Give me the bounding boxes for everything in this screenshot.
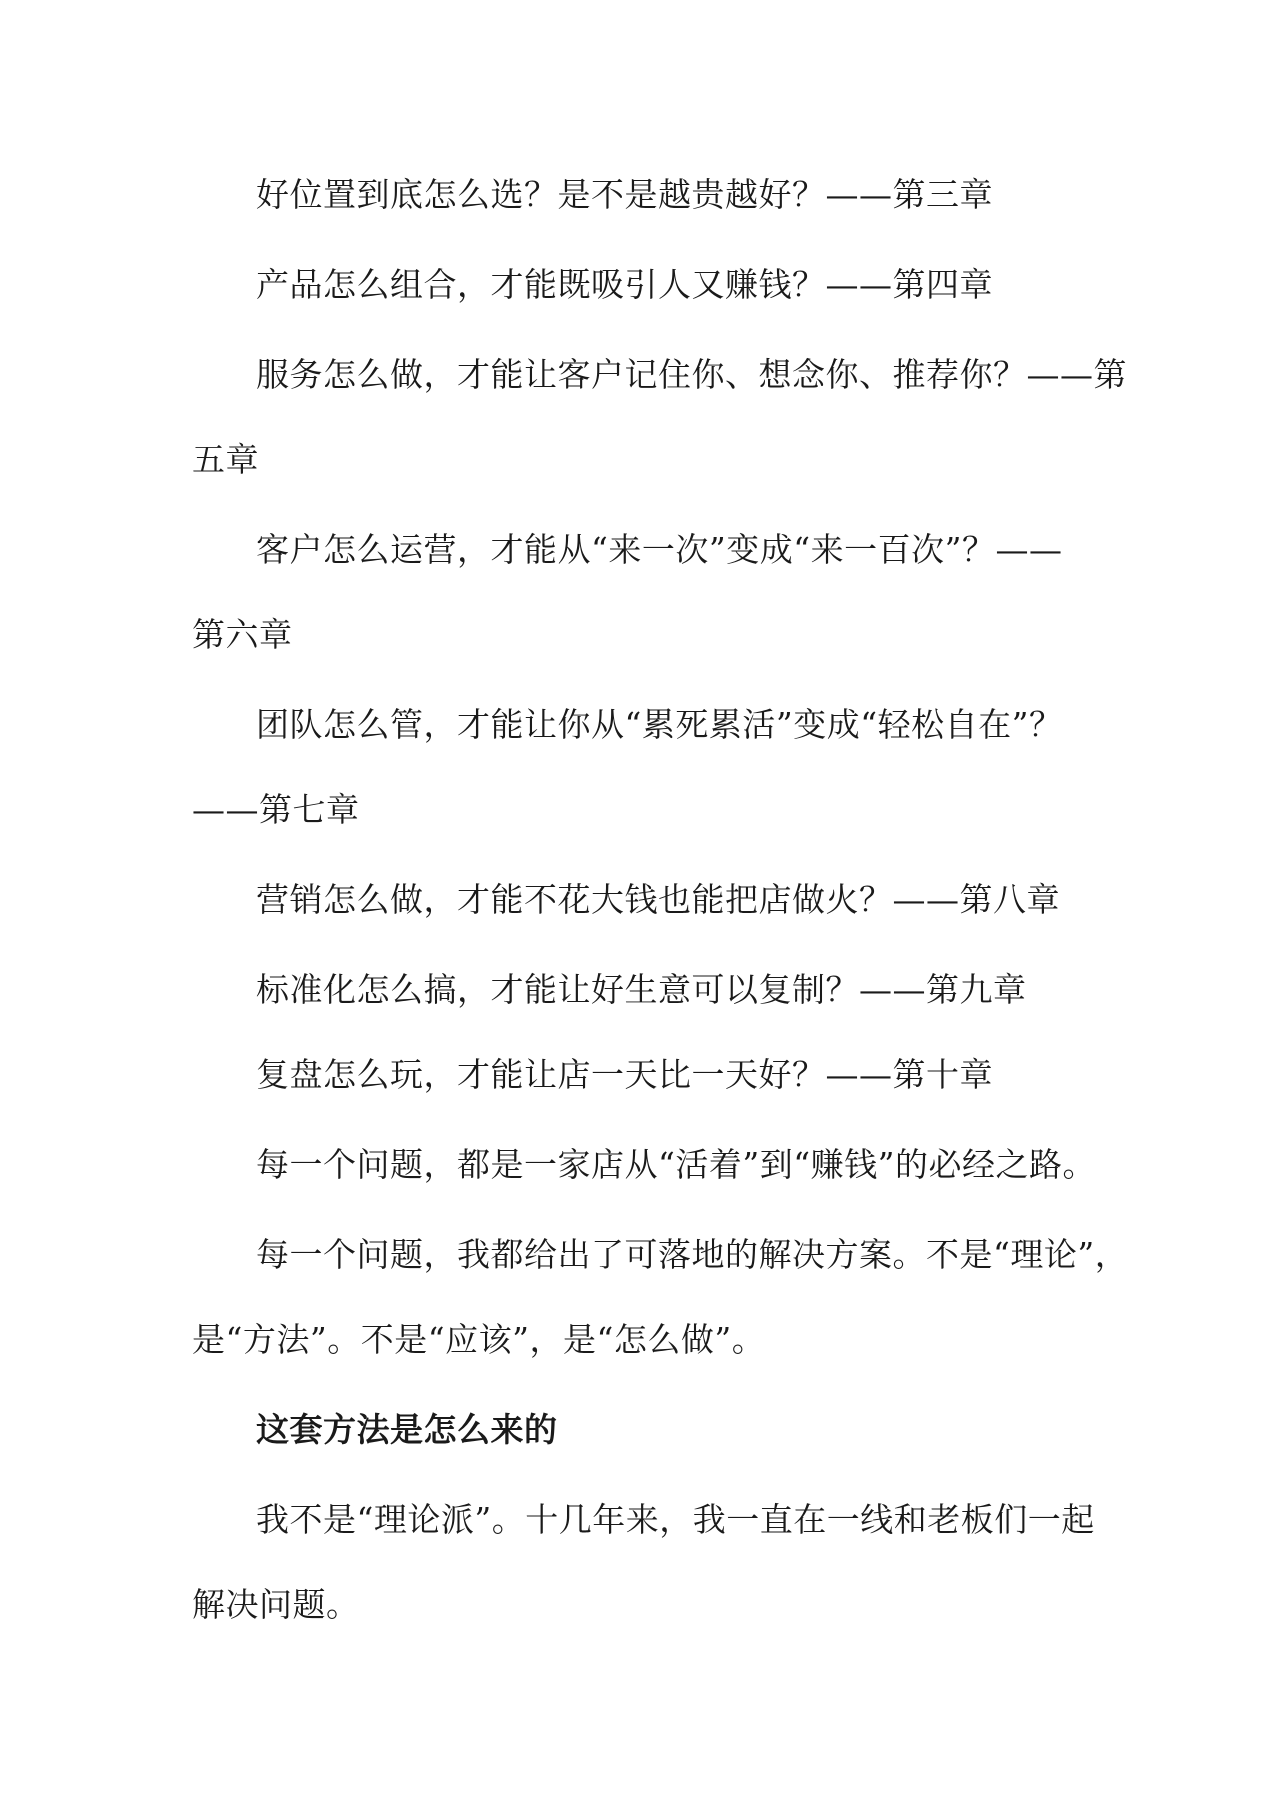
paragraph-chapter-4: 产品怎么组合，才能既吸引人又赚钱？——第四章 [256,265,993,304]
paragraph-every-question-2-line-1: 每一个问题，我都给出了可落地的解决方案。不是“理论”， [256,1235,1129,1274]
paragraph-chapter-7-line-2: ——第七章 [192,790,360,829]
paragraph-chapter-3: 好位置到底怎么选？是不是越贵越好？——第三章 [256,175,993,214]
paragraph-chapter-5-line-2: 五章 [192,440,259,479]
paragraph-every-question-1: 每一个问题，都是一家店从“活着”到“赚钱”的必经之路。 [256,1145,1096,1184]
paragraph-every-question-2-line-2: 是“方法”。不是“应该”，是“怎么做”。 [192,1320,766,1359]
paragraph-chapter-7-line-1: 团队怎么管，才能让你从“累死累活”变成“轻松自在”？ [256,705,1063,744]
paragraph-chapter-9: 标准化怎么搞，才能让好生意可以复制？——第九章 [256,970,1027,1009]
paragraph-chapter-8: 营销怎么做，才能不花大钱也能把店做火？——第八章 [256,880,1060,919]
section-heading: 这套方法是怎么来的 [256,1410,558,1449]
closing-paragraph-line-2: 解决问题。 [192,1585,360,1624]
paragraph-chapter-5-line-1: 服务怎么做，才能让客户记住你、想念你、推荐你？——第 [256,355,1127,394]
paragraph-chapter-6-line-2: 第六章 [192,615,293,654]
closing-paragraph-line-1: 我不是“理论派”。十几年来，我一直在一线和老板们一起 [256,1500,1095,1539]
paragraph-chapter-10: 复盘怎么玩，才能让店一天比一天好？——第十章 [256,1055,993,1094]
paragraph-chapter-6-line-1: 客户怎么运营，才能从“来一次”变成“来一百次”？—— [256,530,1063,569]
